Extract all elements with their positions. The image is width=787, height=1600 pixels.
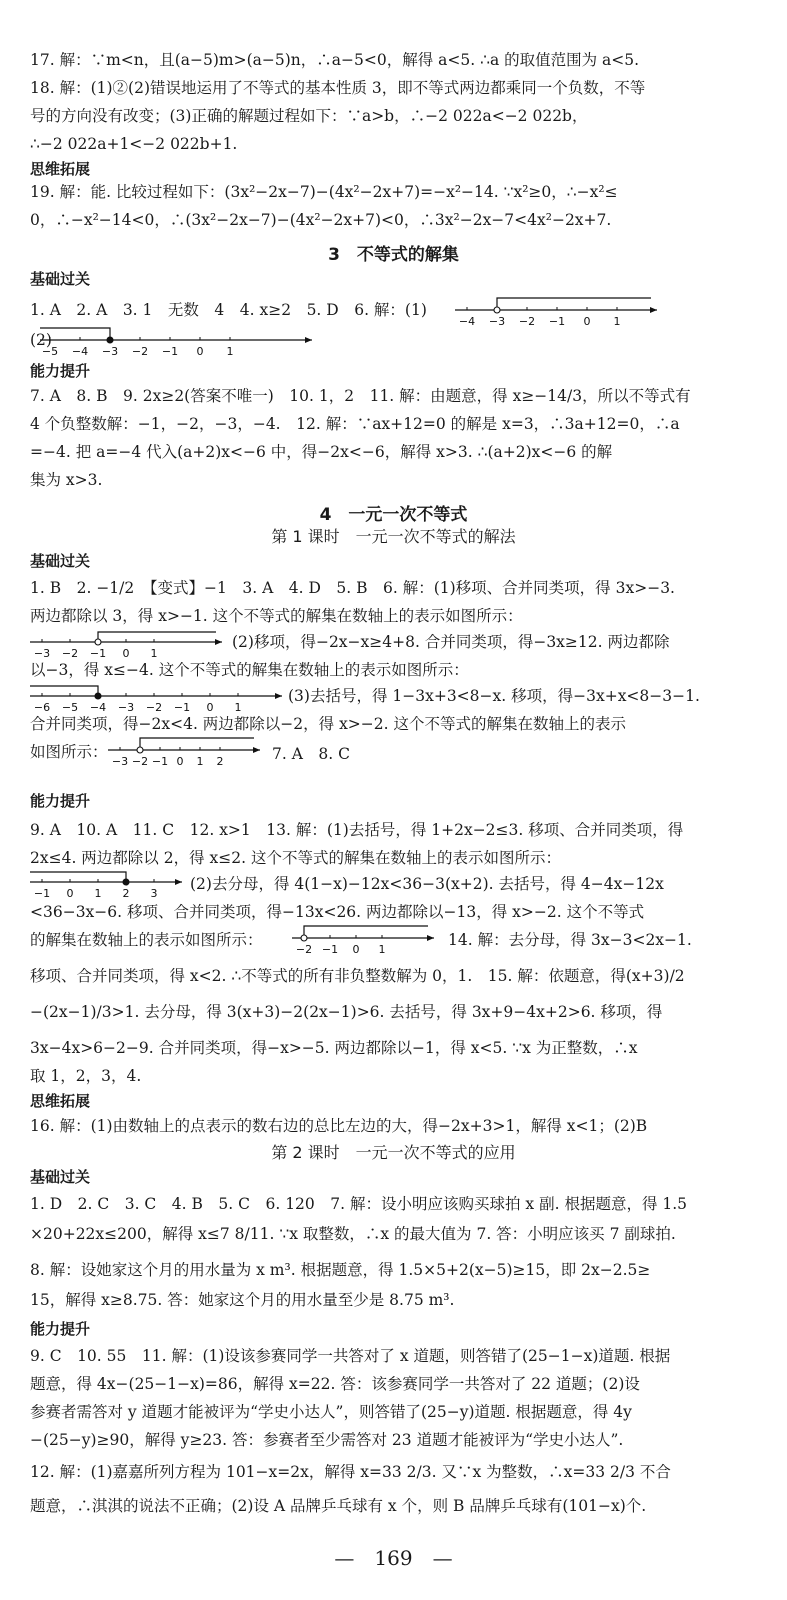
answer-6-line5: (3)去括号，得 1−3x+3<8−x. 移项，得−3x+x<8−3−1. [288,687,700,705]
heading-nengli-tisheng: 能力提升 [30,362,91,380]
tick-label: −2 [518,315,536,328]
heading-siwei-tuozhan-2: 思维拓展 [30,1092,91,1110]
tick-label: 0 [196,345,204,358]
tick-label: 1 [613,315,621,328]
answer-16: 16. 解：(1)由数轴上的点表示的数右边的总比左边的大，得−2x+3>1，解得 x<1；(2)B [30,1117,648,1135]
answer-18-line3: ∴−2 022a+1<−2 022b+1. [30,135,238,153]
answers-7-11: 7. A 8. B 9. 2x≥2(答案不唯一) 10. 1，2 11. 解：由题意，得 x≥−14/3，所以不等式有 [30,387,691,405]
tick-label: 1 [196,755,204,768]
tick-label: −3 [101,345,119,358]
answers-1-7: 1. D 2. C 3. C 4. B 5. C 6. 120 7. 解：设小明应该购买球拍 x 副. 根据题意，得 1.5 [30,1195,688,1213]
tick-label: 0 [176,755,184,768]
heading-jichu-guoguan: 基础过关 [30,270,91,288]
open-point [494,307,500,313]
tick-label: −1 [548,315,566,328]
closed-point [123,879,129,885]
tick-label: −3 [117,701,135,714]
answer-17: 17. 解：∵m<n，且(a−5)m>(a−5)n，∴a−5<0，解得 a<5. ∴a 的取值范围为 a<5. [30,51,640,69]
answer-15-line2: −(2x−1)/3>1. 去分母，得 3(x+3)−2(2x−1)>6. 去括号，得 3x+9−4x+2>6. 移项，得 [30,1003,663,1021]
number-line-3 [30,626,230,660]
answer-11-line3: 参赛者需答对 y 道题才能被评为“学史小达人”，则答错了(25−y)道题. 根据题意，得 4y [30,1403,632,1421]
answer-6-line6: 合并同类项，得−2x<4. 两边都除以−2，得 x>−2. 这个不等式的解集在数轴上的表示 [30,715,627,733]
lesson-title-2: 第 2 课时 一元一次不等式的应用 [271,1143,516,1162]
tick-label: 0 [352,943,360,956]
open-point [95,639,101,645]
number-line-5 [108,730,268,770]
solution-bracket [497,298,651,310]
tick-label: 1 [94,887,102,900]
tick-label: 1 [234,701,242,714]
tick-label: 0 [66,887,74,900]
answer-6-line3: (2)移项，得−2x−x≥4+8. 合并同类项，得−3x≥12. 两边都除 [232,633,670,651]
tick-label: −2 [131,345,149,358]
tick-label: −3 [33,647,51,660]
tick-label: −1 [89,647,107,660]
arrow-icon [215,639,222,645]
heading-jichu-guoguan-2: 基础过关 [30,552,91,570]
tick-label: −5 [61,701,79,714]
answers-7-8: 7. A 8. C [272,745,350,763]
number-line-6 [30,866,190,902]
answer-6-part2-label: (2) [30,331,52,349]
tick-label: −1 [173,701,191,714]
answer-15-line3: 3x−4x>6−2−9. 合并同类项，得−x>−5. 两边都除以−1，得 x<5. ∵x 为正整数，∴x [30,1039,638,1057]
tick-label: −1 [321,943,339,956]
answer-12-line2: =−4. 把 a=−4 代入(a+2)x<−6 中，得−2x<−6，解得 x>3. ∴(a+2)x<−6 的解 [30,443,613,461]
page-number: — 169 — [334,1546,453,1570]
tick-label: −2 [145,701,163,714]
tick-label: −2 [131,755,149,768]
lesson-title-1: 第 1 课时 一元一次不等式的解法 [271,527,516,546]
arrow-icon [253,747,260,753]
tick-label: −3 [488,315,506,328]
tick-label: 1 [226,345,234,358]
tick-label: −4 [71,345,89,358]
answer-12-line3: 集为 x>3. [30,471,103,489]
answers-9-11: 9. C 10. 55 11. 解：(1)设该参赛同学一共答对了 x 道题，则答错了(25−1−x)道题. 根据 [30,1347,671,1365]
number-line-2 [40,318,320,364]
answer-18-line1: 18. 解：(1)②(2)错误地运用了不等式的基本性质 3，即不等式两边都乘同一个负数，不等 [30,79,646,97]
heading-siwei-tuozhan: 思维拓展 [30,160,91,178]
answer-8-line1: 8. 解：设她家这个月的用水量为 x m³. 根据题意，得 1.5×5+2(x−5)≥15，即 2x−2.5≥ [30,1261,651,1279]
answers-1-6b: 1. B 2. −1/2 【变式】−1 3. A 4. D 5. B 6. 解：(1)移项、合并同类项，得 3x>−3. [30,579,675,597]
answer-18-line2: 号的方向没有改变；(3)正确的解题过程如下：∵a>b，∴−2 022a<−2 022b， [30,107,588,125]
section-title-4: 4 一元一次不等式 [319,505,468,525]
tick-label: 1 [378,943,386,956]
heading-jichu-guoguan-3: 基础过关 [30,1168,91,1186]
answer-19-line1: 19. 解：能. 比较过程如下：(3x²−2x−7)−(4x²−2x+7)=−x²−14. ∵x²≥0，∴−x²≤ [30,183,618,201]
tick-label: 0 [583,315,591,328]
number-line-7 [292,918,442,958]
answer-14-15: 移项、合并同类项，得 x<2. ∴不等式的所有非负整数解为 0，1. 15. 解：依题意，得(x+3)/2 [30,967,685,985]
answer-11-line2: 题意，得 4x−(25−1−x)=86，解得 x=22. 答：该参赛同学一共答对了 22 道题；(2)设 [30,1375,640,1393]
answer-13-line3: (2)去分母，得 4(1−x)−12x<36−3(x+2). 去括号，得 4−4x−12x [190,875,664,893]
tick-label: −2 [295,943,313,956]
answer-13-line2: 2x≤4. 两边都除以 2，得 x≤2. 这个不等式的解集在数轴上的表示如图所示： [30,849,561,867]
heading-nengli-tisheng-2: 能力提升 [30,792,91,810]
tick-label: −3 [111,755,129,768]
solution-bracket [140,738,254,750]
heading-nengli-tisheng-3: 能力提升 [30,1320,91,1338]
tick-label: −6 [33,701,51,714]
tick-label: −1 [33,887,51,900]
solution-bracket [30,872,126,882]
answer-19-line2: 0，∴−x²−14<0，∴(3x²−2x−7)−(4x²−2x+7)<0，∴3x²−2x−7<4x²−2x+7. [30,211,612,229]
answer-15-line4: 取 1，2，3，4. [30,1067,142,1085]
solution-bracket [98,632,216,642]
tick-label: −1 [161,345,179,358]
tick-label: 2 [122,887,130,900]
arrow-icon [175,879,182,885]
number-line-4 [30,680,290,714]
arrow-icon [305,337,312,343]
tick-label: 3 [150,887,158,900]
tick-label: −2 [61,647,79,660]
answer-6-line7: 如图所示： [30,743,108,761]
answer-12-line1b: 12. 解：(1)嘉嘉所列方程为 101−x=2x，解得 x=33 2/3. 又∵x 为整数，∴x=33 2/3 不合 [30,1463,671,1481]
section-title-3: 3 不等式的解集 [328,245,459,265]
arrow-icon [275,693,282,699]
tick-label: 2 [216,755,224,768]
closed-point [107,337,113,343]
answer-13-line4: <36−3x−6. 移项、合并同类项，得−13x<26. 两边都除以−13，得 x>−2. 这个不等式 [30,903,645,921]
answer-14: 14. 解：去分母，得 3x−3<2x−1. [448,931,692,949]
answers-1-6: 1. A 2. A 3. 1 无数 4 4. x≥2 5. D 6. 解：(1) [30,301,427,319]
arrow-icon [650,307,657,313]
answer-12-line1: 4 个负整数解：−1，−2，−3，−4. 12. 解：∵ax+12=0 的解是 x=3，∴3a+12=0，∴a [30,415,680,433]
arrow-icon [427,935,434,941]
answer-11-line4: −(25−y)≥90，解得 y≥23. 答：参赛者至少需答对 23 道题才能被评为“学史小达人”. [30,1431,624,1449]
solution-bracket [30,686,98,696]
number-line-1 [455,288,665,334]
closed-point [95,693,101,699]
tick-label: −4 [89,701,107,714]
answers-9-13: 9. A 10. A 11. C 12. x>1 13. 解：(1)去括号，得 1+2x−2≤3. 移项、合并同类项，得 [30,821,684,839]
answer-13-line5: 的解集在数轴上的表示如图所示： [30,931,263,949]
answer-6-line4: 以−3，得 x≤−4. 这个不等式的解集在数轴上的表示如图所示： [30,661,469,679]
tick-label: 0 [122,647,130,660]
answer-6-line2: 两边都除以 3，得 x>−1. 这个不等式的解集在数轴上的表示如图所示： [30,607,523,625]
solution-bracket [304,926,428,938]
tick-label: −5 [41,345,59,358]
tick-label: −4 [458,315,476,328]
answer-8-line2: 15，解得 x≥8.75. 答：她家这个月的用水量至少是 8.75 m³. [30,1291,455,1309]
answer-7-line2: ×20+22x≤200，解得 x≤7 8/11. ∵x 取整数，∴x 的最大值为 7. 答：小明应该买 7 副球拍. [30,1225,676,1243]
open-point [301,935,307,941]
tick-label: −1 [151,755,169,768]
tick-label: 0 [206,701,214,714]
answer-12-line2b: 题意，∴淇淇的说法不正确；(2)设 A 品牌乒乓球有 x 个，则 B 品牌乒乓球有(101−x)个. [30,1497,647,1515]
tick-label: 1 [150,647,158,660]
open-point [137,747,143,753]
